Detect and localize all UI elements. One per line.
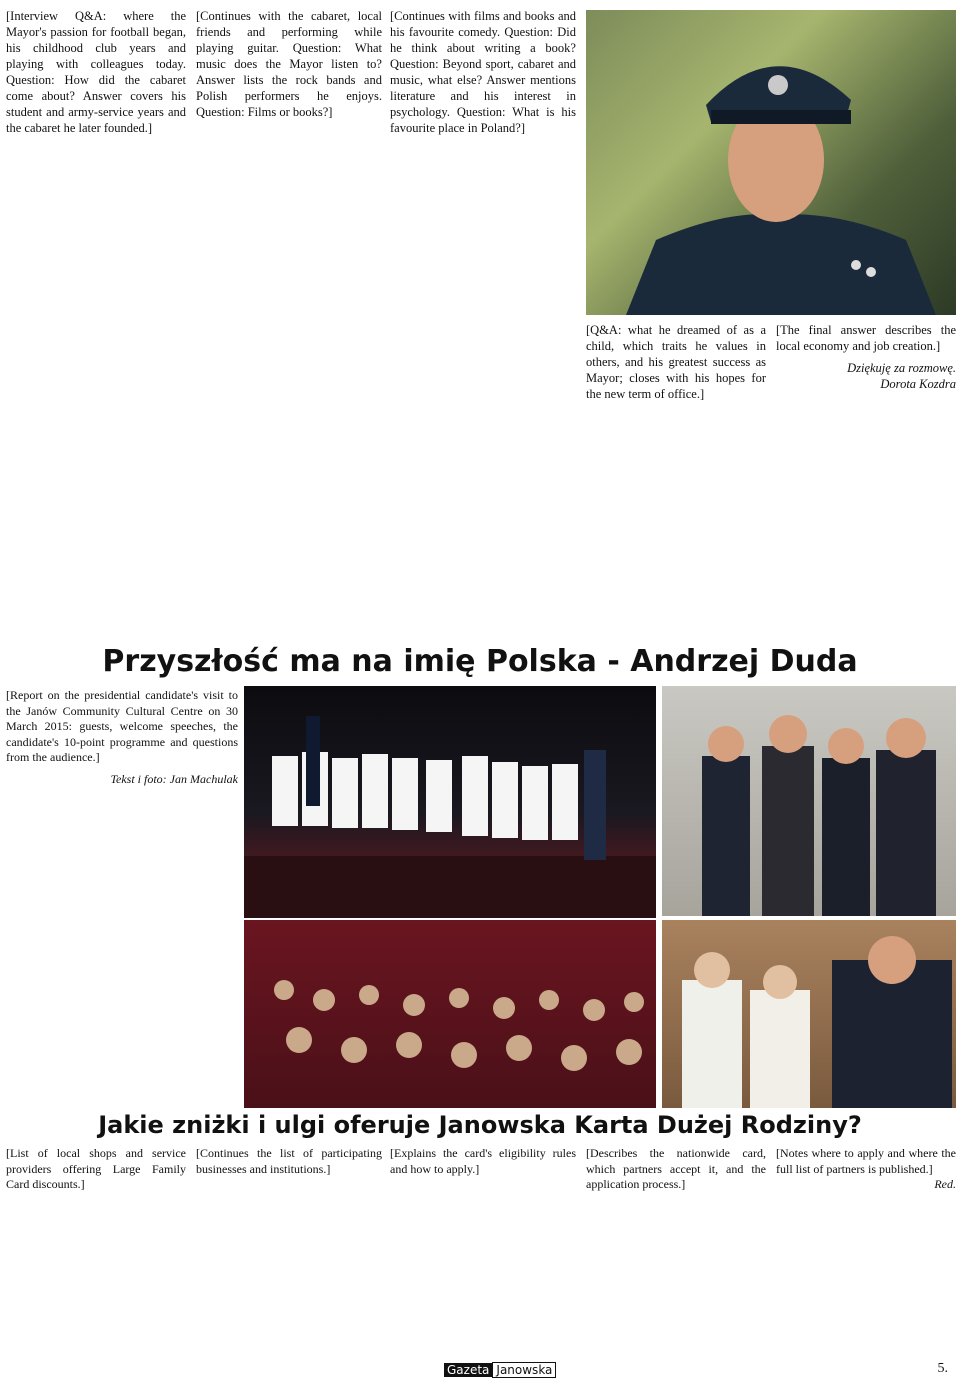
duda-folk-photo-svg	[662, 920, 956, 1108]
logo-janowska: Janowska	[492, 1362, 556, 1378]
interview-col-3-paragraph: [Continues with films and books and his favourite comedy. Question: Did he think about writing a book? Question: Beyond sport, cabaret and music, what else? Answer mentions literature and his interest in psychology. Question: What is his favourite place in Poland?]	[390, 9, 576, 135]
karta-col-3	[390, 1146, 576, 1356]
karta-col-1	[6, 1146, 186, 1356]
karta-col-2-text: [Continues the list of participating businesses and institutions.]	[196, 1146, 382, 1176]
interview-col-4	[586, 322, 766, 638]
signoff-author: Dorota Kozdra	[880, 377, 956, 391]
karta-sign: Red.	[934, 1177, 956, 1191]
interview-col-2	[196, 8, 382, 638]
interview-col-5-text	[776, 322, 956, 354]
stage-photo-svg	[244, 686, 656, 918]
interview-col-4-text	[586, 322, 766, 402]
page-number: 5.	[937, 1361, 948, 1376]
karta-col-4-text: [Describes the nationwide card, which partners accept it, and the application process.]	[586, 1146, 766, 1191]
interview-col-1	[6, 8, 186, 638]
duda-group-photo-svg	[662, 686, 956, 916]
stage-photo	[244, 686, 656, 918]
interview-col-5-paragraph: [The final answer describes the local economy and job creation.]	[776, 323, 956, 353]
mayor-portrait-svg	[586, 10, 956, 315]
mayor-portrait-photo	[586, 10, 956, 315]
duda-body	[6, 688, 238, 1098]
interview-col-3-text	[390, 8, 576, 136]
interview-col-2-text	[196, 8, 382, 120]
duda-group-photo	[662, 686, 956, 916]
karta-col-5	[776, 1146, 956, 1356]
audience-photo	[244, 920, 656, 1108]
duda-body-paragraph: [Report on the presidential candidate's visit to the Janów Community Cultural Centre on 30 March 2015: guests, welcome speeches, the candidate's 10-point programme and questions from the audience.]	[6, 688, 238, 764]
karta-headline: Jakie zniżki i ulgi oferuje Janowska Karta Dużej Rodziny?	[98, 1111, 862, 1139]
signoff-thanks: Dziękuję za rozmowę.	[847, 361, 956, 375]
interview-col-4-paragraph: [Q&A: what he dreamed of as a child, which traits he values in others, and his greatest success as Mayor; closes with his hopes for the new term of office.]	[586, 323, 766, 401]
page-footer	[0, 1361, 960, 1381]
gazeta-janowska-logo	[444, 1361, 556, 1379]
karta-col-1-text: [List of local shops and service providers offering Large Family Card discounts.]	[6, 1146, 186, 1191]
interview-col-5	[776, 322, 956, 638]
audience-photo-svg	[244, 920, 656, 1108]
interview-col-1-paragraph: [Interview Q&A: where the Mayor's passion for football began, his childhood club years and playing with colleagues today. Question: How did the cabaret come about? Answer covers his student and army-service years and the cabaret he later founded.]	[6, 9, 186, 135]
karta-col-2	[196, 1146, 382, 1356]
interview-col-1-text	[6, 8, 186, 136]
interview-col-3	[390, 8, 576, 638]
karta-col-3-text: [Explains the card's eligibility rules and how to apply.]	[390, 1146, 576, 1176]
logo-gazeta: Gazeta	[444, 1363, 492, 1377]
duda-credit: Tekst i foto: Jan Machulak	[110, 771, 238, 786]
karta-col-5-text: [Notes where to apply and where the full list of partners is published.]	[776, 1146, 956, 1176]
duda-headline: Przyszłość ma na imię Polska - Andrzej Duda	[102, 644, 858, 679]
duda-folk-photo	[662, 920, 956, 1108]
signoff	[776, 360, 956, 392]
karta-col-4	[586, 1146, 766, 1356]
interview-col-2-paragraph: [Continues with the cabaret, local friends and performing while playing guitar. Question: What music does the Mayor listen to? Answer lists the rock bands and Polish performers he enjoys. Question: Films or books?]	[196, 9, 382, 119]
duda-body-text	[6, 688, 238, 766]
